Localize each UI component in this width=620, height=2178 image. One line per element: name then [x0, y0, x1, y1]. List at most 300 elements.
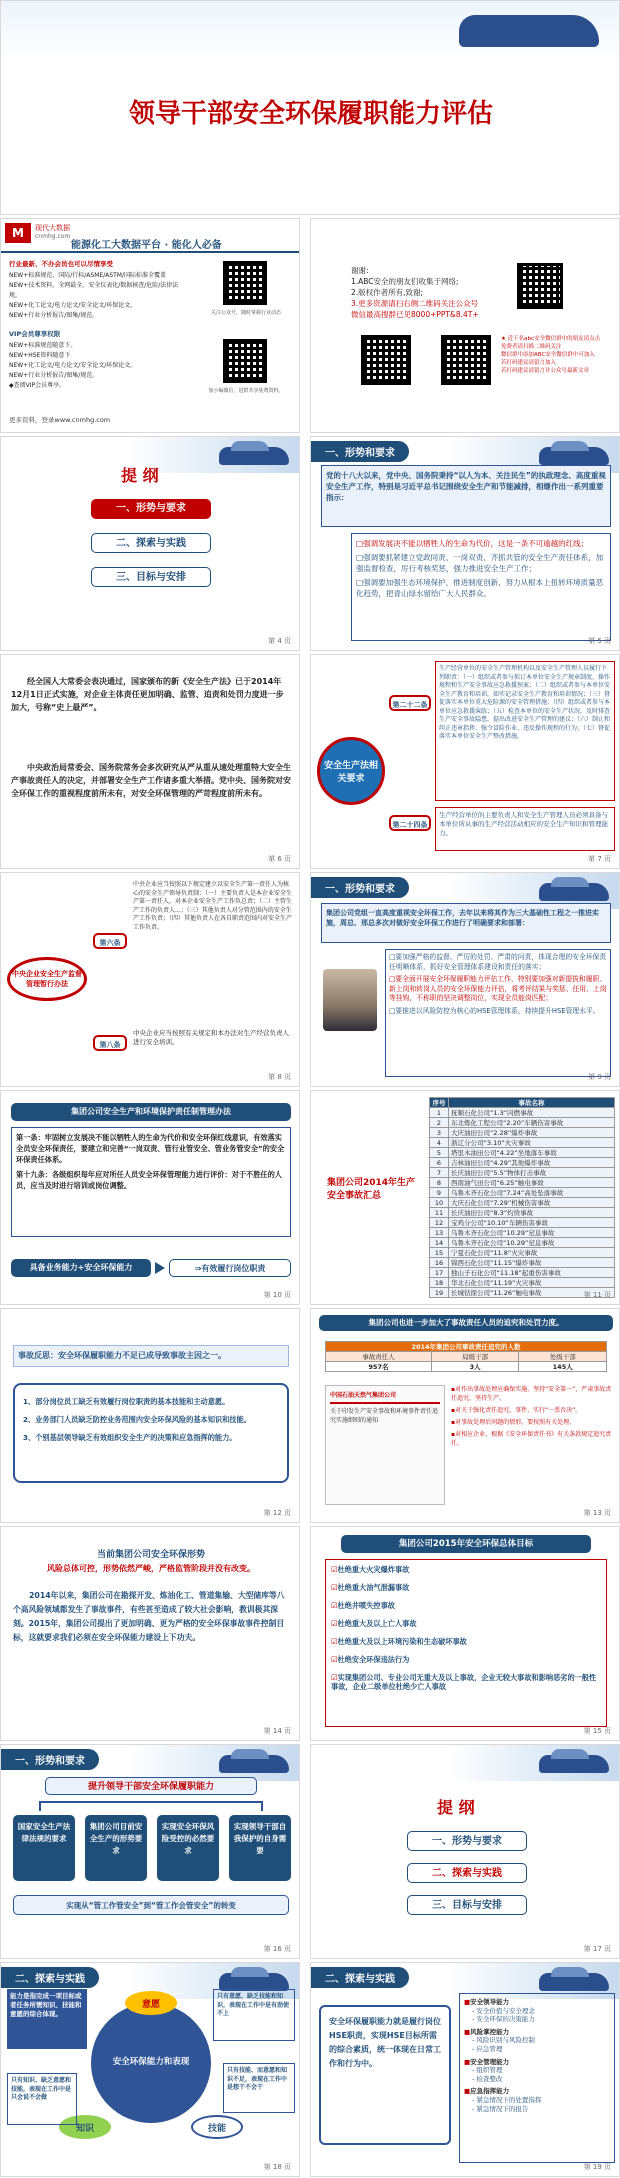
situation-subtitle: 风险总体可控，形势依然严峻，严格监管阶段并没有改变。 [47, 1564, 255, 1573]
article-8-text [131, 1027, 295, 1067]
latest-line: NEW+化工论文/电力论文/安全论文/环保论文。 [9, 302, 137, 309]
slide-targets [310, 1526, 620, 1741]
table-row [430, 1148, 615, 1158]
group-sub: - 紧急情况下的报告 [472, 2104, 529, 2113]
page-number: 第 6 页 [268, 855, 291, 863]
table-row [430, 1258, 615, 1268]
outline-item-3[interactable]: 三、目标与安排 [407, 1895, 527, 1915]
qr-code-icon [361, 335, 411, 385]
note-text: 只有技能、而意愿和知识不足，表现在工作中是想干不会干 [227, 2067, 288, 2091]
bullet-text: 对相应企业、根据《安全环保责任书》有关条款规定追究责任。 [451, 1431, 612, 1447]
intro-text: 集团公司党组一直高度重视安全环保工作，去年以来将其作为三大基础性工程之一推进实施，周总、邢总多次对做好安全环保工作进行了明确要求和部署： [326, 909, 599, 927]
sub-text: 紧急情况下的处置指挥 [476, 2095, 542, 2104]
table-cell: 5 [430, 1148, 449, 1158]
table-row [430, 1238, 615, 1248]
points-box [385, 949, 611, 1077]
vip-note: ◆查阅VIP会员尊享。 [9, 382, 66, 389]
target-item: ☑杜绝井喷失控事故 [331, 1601, 395, 1610]
platform-title: 能源化工大数据平台 · 能化人必备 [71, 240, 222, 251]
group-sub: - 安全价值与安全理念 [472, 2006, 535, 2015]
article-text: 生产经营单位的安全生产管理机构以及安全生产管理人员履行下列职责：（一）组织或者参与拟订本单位安全生产规章制度、操作规程和生产安全事故应急救援预案；（二）组织或者参与本单位安全生产教育和培训，如实记录安全生产教育和培训情况；（三）督促落实本单位重大危险源的安全管理措施；（四）组织或者参与本单位应急救援演练；（五）检查本单位的安全生产状况，及时排查生产安全事故隐患，提出改进安全生产管理的建议；（六）制止和纠正违章指挥、强令冒险作业、违反操作规程的行为；（七）督促落实本单位安全生产整改措施。 [439, 665, 611, 740]
article-6-text [131, 879, 295, 1017]
section-header: 一、形势和要求 [311, 441, 409, 462]
thanks-line: 1.ABC安全的朋友们收集于网络; [351, 277, 459, 286]
qr-code-icon [517, 263, 563, 309]
article-text: 中央企业应当按照以下规定建立以安全生产第一责任人为核心的安全生产领导负责制：（一）主要负责人是本企业安全生产第一责任人，对本企业安全生产工作负总责；（二）主管生产工作的负责人...；（三）其他负责人对分管范围内的安全生产工作负责；（四）其他负责人在各自职责范围内对安全生产工作负责。 [133, 881, 293, 931]
law-para-1 [11, 675, 291, 714]
latest-line: NEW+技术资料、全网最全、安全仪表化/数据核查/危险/法律法规。 [9, 282, 179, 299]
vip-line: NEW+HSE资料随意下 [9, 352, 71, 359]
table-row [430, 1158, 615, 1168]
col-header: 序号 [430, 1098, 449, 1108]
note-line: 免费者请扫描二维码关注 [501, 344, 562, 350]
slide-situation [310, 436, 620, 651]
table-cell: 3人 [431, 1362, 519, 1372]
page-number: 第 8 页 [268, 1073, 291, 1081]
outline-title: 提 纲 [121, 466, 159, 485]
reason-box-3: 实现安全环保风险受控的必然要求 [157, 1815, 219, 1881]
table-cell: 长庆油田公司“5.5”物体打击事故 [449, 1168, 615, 1178]
target-item: ☑杜绝安全环保违法行为 [331, 1655, 410, 1664]
latest-line: NEW+行业分析报告/图集/规范。 [9, 312, 99, 319]
table-cell: 18 [430, 1278, 449, 1288]
sub-text: 检查整改 [476, 2074, 503, 2083]
slide-capability-definition [310, 1962, 620, 2177]
col-header: 事故名称 [449, 1098, 615, 1108]
table-cell: 13 [430, 1228, 449, 1238]
will-label: 意愿 [141, 1999, 160, 2010]
table-row [430, 1228, 615, 1238]
page-number: 第 12 页 [263, 1509, 291, 1517]
slide-safety-law [310, 654, 620, 869]
group-title: 应急指挥能力 [470, 2087, 510, 2096]
table-cell: 7 [430, 1168, 449, 1178]
bullet-text: 对关于强化责任追究、事件、实行“一票否决”。 [455, 1407, 582, 1414]
logo-text: 现代大数据 [35, 224, 70, 232]
target-text: 杜绝重大及以上环境污染和生态破坏事故 [337, 1637, 467, 1646]
table-cell: 大庆油田公司“2.28”爆炸事故 [449, 1128, 615, 1138]
article-6-tag: 第六条 [93, 933, 127, 949]
accountability-table [325, 1341, 607, 1372]
outline-item-2[interactable]: 二、探索与实践 [407, 1863, 527, 1883]
will-ellipse [125, 1991, 177, 2015]
site-text: cnmhg.com [35, 233, 71, 240]
table-cell: 乌鲁木齐石化公司“7.24”高处坠落事故 [449, 1188, 615, 1198]
duty-bar [169, 1259, 291, 1277]
page-number: 第 7 页 [588, 855, 611, 863]
table-row [430, 1198, 615, 1208]
table-cell: 独山子石化公司“11.18”起重伤害事故 [449, 1268, 615, 1278]
capability-groups [459, 1993, 615, 2163]
page-number: 第 16 页 [263, 1945, 291, 1953]
car-icon [219, 1755, 289, 1773]
transition-banner: 实现从“管工作管安全”到“管工作会管安全”的转变 [13, 1895, 289, 1915]
point-item: □要加强严格的监督、严厉的处罚、严肃的问责，体现合理的安全环保责任明晰体系，抓好安全管理体系建设和责任的落实； [389, 953, 607, 971]
page-number: 第 19 页 [583, 2163, 611, 2171]
vip-line: NEW+标准规范随意下。 [9, 342, 77, 349]
qr2-caption: 加小编微信，进群共享免费资料。 [208, 388, 284, 394]
section-header: 一、形势和要求 [1, 1749, 99, 1770]
sub-text: 应急管理 [476, 2044, 503, 2053]
table-cell: 10 [430, 1198, 449, 1208]
slide-outline [0, 436, 300, 651]
page-number: 第 14 页 [263, 1727, 291, 1735]
knowledge-label: 知识 [75, 2123, 94, 2134]
page-number: 第 18 页 [263, 2163, 291, 2171]
slide-group-requirements [310, 872, 620, 1087]
group-sub: - 应急管理 [472, 2044, 503, 2053]
table-cell: 19 [430, 1288, 449, 1298]
table-cell: 长城钻探公司“11.26”触电事故 [449, 1288, 615, 1298]
slide-law [0, 654, 300, 869]
table-cell: 锦西石化公司“11.15”爆炸事故 [449, 1258, 615, 1268]
center-ellipse [7, 957, 87, 1001]
table-cell: 东北炼化工程公司“2.20”车辆伤害事故 [449, 1118, 615, 1128]
definition-box [7, 1989, 87, 2049]
bullet-item: ▪对事故处理后问题的情形，要按照有关处理。 [451, 1419, 576, 1426]
car-image [459, 15, 599, 47]
table-cell: 11 [430, 1208, 449, 1218]
target-item: ☑杜绝重大及以上环境污染和生态破坏事故 [331, 1637, 467, 1646]
deck-title: 领导干部安全环保履职能力评估 [128, 99, 493, 129]
qr-code-icon [223, 261, 267, 305]
slide-reflection [0, 1308, 300, 1523]
group-sub: - 检查整改 [472, 2074, 503, 2083]
col-header: 局级干部 [431, 1352, 519, 1362]
knowledge-only-box [7, 2073, 77, 2125]
note-line: 若打码建议请留言并公众号最新文章 [501, 368, 590, 374]
vip-line: NEW+化工论文/电力论文/安全论文/环保论文。 [9, 362, 137, 369]
section-header: 一、形势和要求 [311, 877, 409, 898]
outline-item-1[interactable]: 一、形势与要求 [91, 499, 211, 519]
group-sub: - 组织管理 [472, 2066, 503, 2075]
group-sub: - 风险识别与风险控制 [472, 2036, 535, 2045]
page-number: 第 11 页 [583, 1291, 611, 1299]
group-item: ■安全管理能力 [464, 2057, 510, 2066]
article-24-tag: 第二十四条 [389, 815, 431, 831]
qr-code-icon [441, 335, 491, 385]
outline-title: 提 纲 [437, 1798, 475, 1817]
group-title: 安全领导能力 [470, 1998, 510, 2006]
table-cell: 乌鲁木齐石化公司“10.29”窒息事故 [449, 1228, 615, 1238]
situation-title: 当前集团公司安全环保形势 [96, 1550, 205, 1560]
target-text: 杜绝重大及以上亡人事故 [337, 1619, 417, 1628]
group-sub: - 安全环保的决策能力 [472, 2015, 535, 2024]
reason-box-2: 集团公司目前安全生产的形势要求 [85, 1815, 147, 1881]
outline-item-3[interactable]: 三、目标与安排 [91, 567, 211, 587]
article-22-tag: 第二十二条 [389, 695, 431, 711]
car-icon [539, 447, 609, 465]
sub-text: 组织管理 [476, 2066, 503, 2075]
table-row [430, 1128, 615, 1138]
reflection-item: 3、个别基层领导缺乏有效组织安全生产的决策和应急指挥的能力。 [23, 1433, 237, 1442]
point-text: 强调要抓紧建立党政同责、一岗双责、齐抓共管的安全生产责任体系，加强监督检查，厉行考核奖惩，强力推进安全生产工作； [356, 553, 604, 573]
group-title: 安全管理能力 [470, 2057, 510, 2066]
latest-line: NEW+标准规范、国际/行标/ASME/ASTM/国际标准全覆盖 [9, 272, 166, 279]
group-item: ■应急指挥能力 [464, 2087, 510, 2096]
outline-item-1[interactable]: 一、形势与要求 [407, 1831, 527, 1851]
car-banner [129, 1745, 299, 1781]
leader-photo [323, 969, 377, 1031]
rule-box [11, 1127, 291, 1237]
table-row [430, 1178, 615, 1188]
group-item: ■安全领导能力 [464, 1998, 510, 2006]
outline-item-2[interactable]: 二、探索与实践 [91, 533, 211, 553]
sub-text: 安全价值与安全理念 [476, 2006, 535, 2015]
definition-text: 能力是指完成一项目标或者任务所需知识、技能和意愿的综合体现。 [10, 1992, 82, 2018]
page-number: 第 10 页 [263, 1291, 291, 1299]
slide-thanks [310, 218, 620, 433]
target-text: 杜绝重大油气泄漏事故 [337, 1583, 410, 1592]
target-item: ☑实现集团公司、专业公司无重大及以上事故，企业无较大事故和影响恶劣的一般性事故，企业二级单位杜绝少亡人事故 [331, 1673, 597, 1691]
accident-table [429, 1097, 615, 1298]
slide-current-situation [0, 1526, 300, 1741]
table-row [430, 1248, 615, 1258]
target-item: ☑杜绝重大火灾爆炸事故 [331, 1565, 410, 1574]
table-row [430, 1278, 615, 1288]
table-cell: 长庆油田公司“8.3”灼烫事故 [449, 1208, 615, 1218]
slide-accidents [310, 1090, 620, 1305]
page-number: 第 9 页 [588, 1073, 611, 1081]
point-text: 要加强严格的监督、严厉的处罚、严肃的问责，体现合理的安全环保责任明晰体系，抓好安全管理体系建设和责任的落实； [389, 953, 607, 971]
definition-box [319, 2005, 451, 2145]
table-cell: 西南油气田公司“6.25”触电事故 [449, 1178, 615, 1188]
table-cell: 塔里木油田公司“4.22”坐地落车事故 [449, 1148, 615, 1158]
table-cell: 14 [430, 1238, 449, 1248]
reflection-list [13, 1383, 289, 1483]
car-banner [449, 1745, 619, 1781]
page-number: 第 13 页 [583, 1509, 611, 1517]
page-number: 第 4 页 [268, 637, 291, 645]
thanks-line: 2.版权作者所有,致谢; [351, 288, 424, 297]
car-icon [539, 1755, 609, 1773]
table-row [430, 1118, 615, 1128]
intro-box [321, 903, 611, 943]
document-image [325, 1385, 445, 1505]
table-row [430, 1138, 615, 1148]
slide-soe-measures [0, 872, 300, 1087]
table-row [430, 1218, 615, 1228]
car-icon [219, 447, 289, 465]
table-cell: 15 [430, 1248, 449, 1258]
slide-title [0, 0, 620, 215]
reason-box-4: 实现领导干部自我保护的自身需要 [229, 1815, 291, 1881]
table-row [430, 1168, 615, 1178]
sub-text: 紧急情况下的报告 [476, 2104, 529, 2113]
accident-summary-label: 集团公司2014年生产安全事故汇总 [327, 1178, 416, 1201]
table-cell: 华北石化公司“11.19”火灾事故 [449, 1278, 615, 1288]
qr-code-icon [223, 339, 267, 383]
situation-text: 2014年以来，集团公司在勘探开发、炼油化工、管道集输、大型储库等八个高风险领域都发生了事故事件，有些甚至造成了较大社会影响，教训极其深刻。2015年，集团公司提出了更加明确、更为严格的安全环保事故事件控制目标，这就要求我们必须在安全环保能力建设上下功夫。 [13, 1591, 285, 1642]
article-24-text [435, 807, 615, 851]
reflection-item: 2、业务部门人员缺乏防控业务范围内安全环保风险的基本知识和技能。 [23, 1415, 251, 1424]
group-item: ■风险掌控能力 [464, 2027, 510, 2036]
table-cell: 宁夏石化公司“11.8”火灾事故 [449, 1248, 615, 1258]
center-label: 安全生产法相关要求 [323, 761, 378, 784]
bullet-item: ▪对作出事故处理应确保实施，坚持“安全第一”，严肃事故责任追究，坚持生产。 [451, 1386, 612, 1402]
reflection-title-box [13, 1345, 289, 1367]
section-header: 二、探索与实践 [311, 1967, 409, 1988]
table-cell: 16 [430, 1258, 449, 1268]
col-header: 处级干部 [519, 1352, 607, 1362]
target-text: 杜绝井喷失控事故 [337, 1601, 395, 1610]
intro-box [321, 465, 611, 527]
will-only-box [213, 1989, 295, 2041]
doc-divider [330, 1402, 440, 1404]
table-cell: 6 [430, 1158, 449, 1168]
car-icon [539, 883, 609, 901]
bullet-item: ▪对关于强化责任追究、事件、实行“一票否决”。 [451, 1407, 582, 1414]
group-title: 风险掌控能力 [470, 2027, 510, 2036]
target-text: 实现集团公司、专业公司无重大及以上事故，企业无较大事故和影响恶劣的一般性事故，企业二级单位杜绝少亡人事故 [331, 1673, 597, 1691]
point-item: □要全面开展安全环保履职能力评估工作，特别要加强对新提拔和履职、新上岗和转岗人员的安全环保能力评估，将考评结果与奖惩、任用、上岗等挂钩，不称职的坚决调整岗位，实现全员能岗匹配； [389, 975, 607, 1002]
bracket-line [39, 1801, 263, 1811]
table-row [430, 1268, 615, 1278]
slide-outline-2 [310, 1744, 620, 1959]
table-cell: 957名 [326, 1362, 432, 1372]
point-text: 强调要加强生态环境保护，推进制度创新，努力从根本上扭转环境质量恶化趋势，把青山绿水留给广大人民群众。 [356, 578, 604, 598]
table-cell: 抚顺石化公司“1.3”闪燃事故 [449, 1108, 615, 1118]
table-title: 2014年集团公司事故责任追究的人数 [326, 1342, 607, 1352]
reflection-item: 1、部分岗位员工缺乏有效履行岗位职责的基本技能和主动意愿。 [23, 1397, 230, 1406]
table-cell: 宝鸡分公司“10.10”车辆伤害事故 [449, 1218, 615, 1228]
situation-para [13, 1589, 289, 1645]
doc-header: 中国石油天然气集团公司 [330, 1392, 397, 1399]
thanks-lines [351, 265, 501, 320]
article-text: 生产经营单位的主要负责人和安全生产管理人员必须具备与本单位所从事的生产经营活动相应的安全生产知识和管理能力。 [439, 811, 608, 837]
latest-lines [9, 271, 189, 321]
table-cell: 浙辽分公司“3.10”火灾事故 [449, 1138, 615, 1148]
slide-accountability [310, 1308, 620, 1523]
points-box [351, 533, 611, 641]
point-text: 要推进以风险防控为核心的HSE管理体系，持续提升HSE管理水平。 [395, 1006, 600, 1015]
point-item: □强调发展决不能以牺牲人的生命为代价，这是一条不可逾越的红线； [356, 539, 589, 548]
vip-lines [9, 341, 189, 391]
thanks-line: 3.更多资源请扫右侧二维码关注公众号 [351, 299, 479, 308]
arrow-right-icon [155, 1262, 165, 1274]
law-text: 经全国人大常委会表决通过，国家颁布的新《安全生产法》已于2014年12月1日正式实施，对企业主体责任更加明确、监管、追责和处罚力度进一步加大，号称“史上最严”。 [11, 677, 284, 712]
sub-text: 风险识别与风险控制 [476, 2036, 535, 2045]
rule-para: 第十九条：各级组织每年应对所任人员安全环保管理能力进行评价：对于不胜任的人员，应当及时进行培训或岗位调整。 [16, 1170, 282, 1190]
target-text: 杜绝安全环保违法行为 [337, 1655, 410, 1664]
bullet-text: 对作出事故处理应确保实施，坚持“安全第一”，严肃事故责任追究，坚持生产。 [451, 1386, 612, 1402]
table-cell: 乌鲁木齐石化公司“10.29”窒息事故 [449, 1238, 615, 1248]
note-line: 微信群中添加ABC安全微信群中可加入 [501, 352, 595, 358]
target-item: ☑杜绝重大油气泄漏事故 [331, 1583, 410, 1592]
point-item: □强调要抓紧建立党政同责、一岗双责、齐抓共管的安全生产责任体系，加强监督检查，厉行考核奖惩，强力推进安全生产工作； [356, 553, 604, 573]
note-lines [501, 335, 617, 375]
skill-label: 技能 [207, 2123, 226, 2134]
rule-title: 集团公司安全生产和环境保护责任制管理办法 [11, 1103, 291, 1121]
point-text: 要全面开展安全环保履职能力评估工作，特别要加强对新提拔和履职、新上岗和转岗人员的安全环保能力评估，将考评结果与奖惩、任用、上岗等挂钩，不称职的坚决调整岗位，实现全员能岗匹配； [389, 975, 607, 1002]
point-item: □要推进以风险防控为核心的HSE管理体系，持续提升HSE管理水平。 [389, 1006, 600, 1015]
targets-title: 集团公司2015年安全环保总体目标 [341, 1535, 591, 1553]
slide-responsibility [0, 1090, 300, 1305]
section-vip: VIP会员尊享权限 [9, 330, 61, 338]
section-header: 二、探索与实践 [1, 1967, 99, 1988]
table-cell: 吉林油田公司“4.29”其他爆炸事故 [449, 1158, 615, 1168]
target-text: 杜绝重大火灾爆炸事故 [337, 1565, 410, 1574]
definition-text: 安全环保履职能力就是履行岗位HSE职责，实现HSE目标所需的综合素质，统一体现在日常工作和行为中。 [329, 2017, 441, 2068]
table-row [430, 1208, 615, 1218]
center-label: 中央企业安全生产监督管理暂行办法 [12, 970, 82, 988]
more-link[interactable]: 更多资料，登录www.cnmhg.com [9, 416, 111, 424]
skill-ellipse [191, 2115, 243, 2139]
capability-center-label: 安全环保能力和表现 [112, 2057, 190, 2067]
point-text: 强调发展决不能以牺牲人的生命为代价，这是一条不可逾越的红线； [363, 539, 589, 548]
accountability-title: 集团公司也进一步加大了事故责任人员的追究和处罚力度。 [319, 1315, 613, 1331]
table-cell: 12 [430, 1218, 449, 1228]
slide-capability-model [0, 1962, 300, 2177]
note-text: 只有意愿、缺乏技能和知识，表现在工作中是有劲使不上 [217, 1993, 290, 2017]
doc-title: 关于印发生产安全事故和环境事件责任追究实施细则的通知 [330, 1408, 439, 1424]
table-cell: 9 [430, 1188, 449, 1198]
page-number: 第 15 页 [583, 1727, 611, 1735]
skill-only-box [223, 2063, 295, 2113]
table-cell: 1 [430, 1108, 449, 1118]
divider [1, 251, 300, 253]
note-line: ★ 近千名abc安全微信群中的朋友请点击 [501, 336, 601, 342]
reflection-title: 事故反思：安全环保履职能力不足已成导致事故主因之一。 [18, 1351, 226, 1360]
section-latest: 行业最新、不办会员也可以尽情享受 [9, 260, 113, 268]
page-number: 第 17 页 [583, 1945, 611, 1953]
table-cell: 大庆石化公司“7.29”机械伤害事故 [449, 1198, 615, 1208]
group-sub: - 紧急情况下的处置指挥 [472, 2095, 542, 2104]
thanks-line: 谢谢: [351, 266, 369, 275]
col-header: 事故责任人 [326, 1352, 432, 1362]
reason-box-1: 国家安全生产法律法规的要求 [13, 1815, 75, 1881]
bullet-text: 对事故处理后问题的情形，要按照有关处理。 [455, 1419, 576, 1426]
qr1-caption: 关注公众号，随时掌握行业动态 [210, 310, 281, 316]
table-cell: 2 [430, 1118, 449, 1128]
table-header-row [430, 1098, 615, 1108]
table-cell: 8 [430, 1178, 449, 1188]
car-icon [539, 1973, 609, 1991]
table-cell: 17 [430, 1268, 449, 1278]
capability-title: 提升领导干部安全环保履职能力 [45, 1777, 257, 1795]
table-cell: 145人 [519, 1362, 607, 1372]
slide-improve-capability [0, 1744, 300, 1959]
target-item: ☑杜绝重大及以上亡人事故 [331, 1619, 417, 1628]
table-row [430, 1188, 615, 1198]
arrow-icon: ⇒ [194, 1264, 202, 1273]
vip-line: NEW+行业分析报告/图集/规范。 [9, 372, 99, 379]
law-text: 中央政治局常委会、国务院常务会多次研究从严从重从速处理重特大安全生产事故责任人的决定，并部署安全生产工作诸多重大举措。党中央、国务院对安全环保工作的重视程度前所未有，对安全环保管理的严苛程度前所未有。 [11, 763, 291, 798]
law-para-2 [11, 761, 291, 800]
capability-bar: 具备业务能力+安全环保能力 [11, 1259, 151, 1277]
thanks-line: 微信最高搜群已见8000+PPT&8.4T+ [351, 310, 479, 319]
intro-text: 党的十八大以来，党中央、国务院秉持“以人为本、关注民生”的执政理念、高度重视安全生产工作，特别是习近平总书记围绕安全生产和节能减排，相继作出一系列重要指示： [326, 471, 606, 502]
logo: M [5, 223, 31, 243]
sub-text: 安全环保的决策能力 [476, 2015, 535, 2024]
note-text: 只有知识、缺乏意愿和技能，表现在工作中是只会说不会做 [11, 2077, 72, 2101]
slide-ad [0, 218, 300, 433]
center-circle [317, 737, 385, 805]
article-text: 中央企业应当按照有关规定和本办法对生产经营负责人进行安全培训。 [133, 1029, 289, 1046]
point-item: □强调要加强生态环境保护，推进制度创新，努力从根本上扭转环境质量恶化趋势，把青山绿水留给广大人民群众。 [356, 578, 604, 598]
note-line: 若打码建议请留言加入 [501, 360, 557, 366]
targets-list [325, 1559, 607, 1727]
article-22-text [435, 661, 615, 801]
bullet-item: ▪对相应企业、根据《安全环保责任书》有关条款规定追究责任。 [451, 1431, 612, 1447]
duty-label: 有效履行岗位职责 [201, 1264, 266, 1273]
table-cell: 4 [430, 1138, 449, 1148]
rule-para: 第一条：牢固树立发展决不能以牺牲人的生命为代价和安全环保红线意识，有效落实全员安全环保责任，要建立和完善“一岗双责、管行业管安全、管业务管安全”的安全环保责任体系。 [16, 1133, 285, 1164]
table-cell: 3 [430, 1128, 449, 1138]
accountability-bullets [451, 1385, 615, 1507]
page-number: 第 5 页 [588, 637, 611, 645]
table-row [430, 1108, 615, 1118]
